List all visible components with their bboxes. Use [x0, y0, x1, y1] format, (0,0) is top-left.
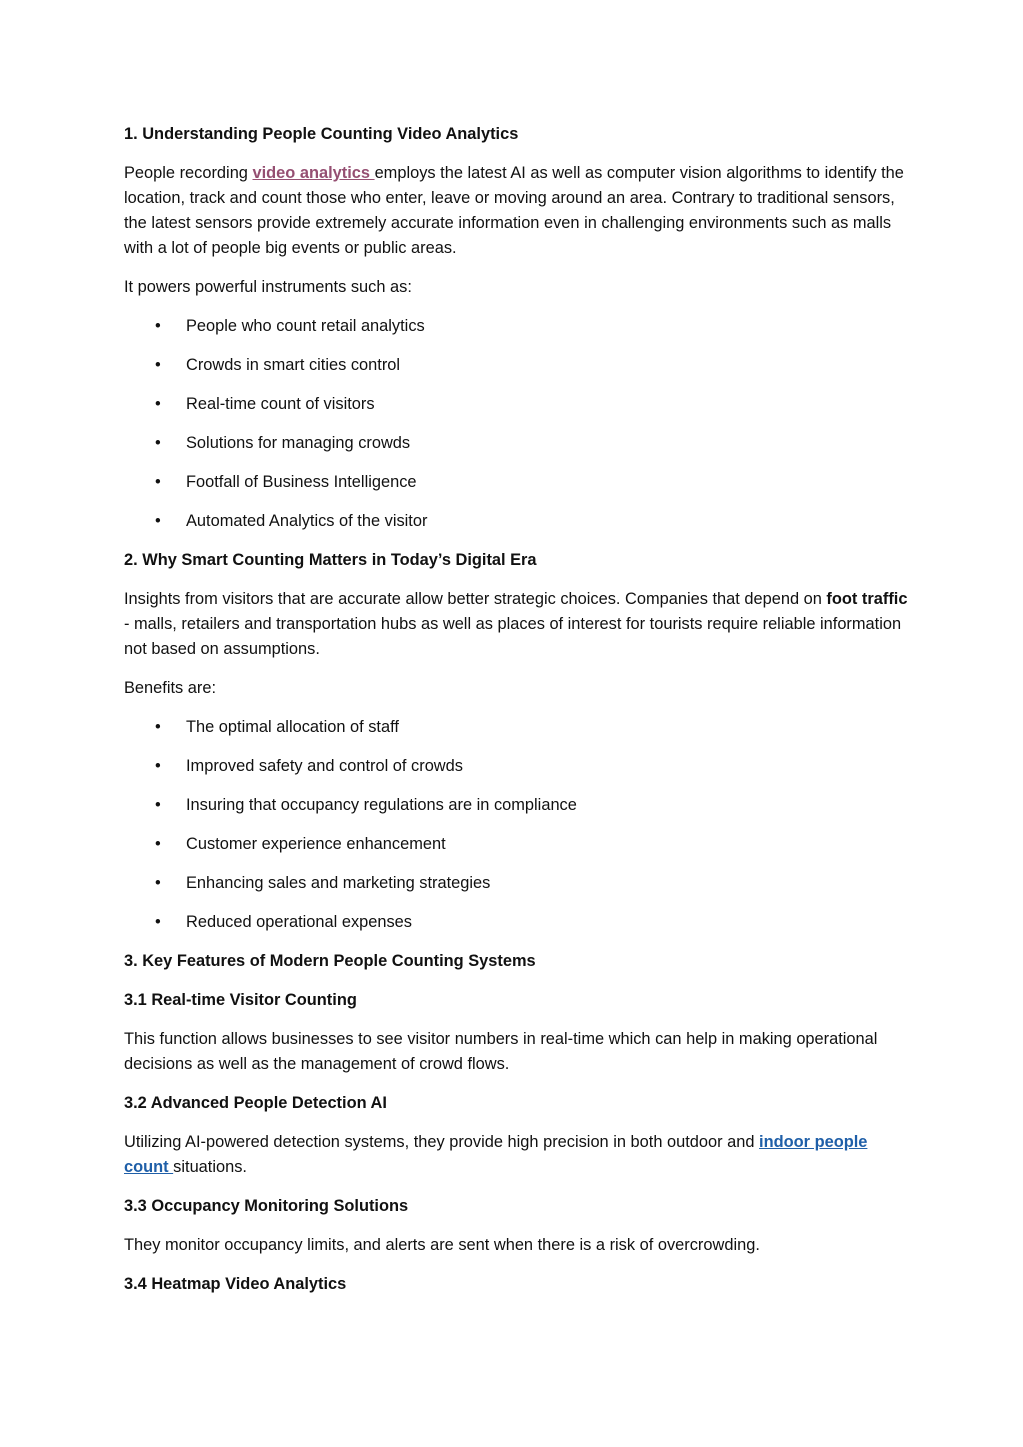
paragraph-text: People recording	[124, 164, 253, 182]
list-item	[124, 910, 914, 935]
list-item	[124, 871, 914, 896]
bullet-icon: •	[155, 434, 161, 452]
section-2-paragraph	[124, 587, 914, 662]
bullet-icon: •	[155, 913, 161, 931]
list-item-text: Crowds in smart cities control	[186, 356, 401, 374]
list-item	[124, 793, 914, 818]
list-item-text: The optimal allocation of staff	[186, 718, 399, 736]
bullet-icon: •	[155, 356, 161, 374]
bullet-icon: •	[155, 874, 161, 892]
subsection-3-3-heading: 3.3 Occupancy Monitoring Solutions	[124, 1197, 409, 1215]
paragraph-text: Insights from visitors that are accurate allow better strategic choices. Companies that depend on	[124, 590, 827, 608]
list-item-text: Improved safety and control of crowds	[186, 757, 463, 775]
list-item-text: Automated Analytics of the visitor	[186, 512, 428, 530]
list-item	[124, 470, 914, 495]
section-1-intro: It powers powerful instruments such as:	[124, 278, 412, 296]
list-item-text: Insuring that occupancy regulations are in compliance	[186, 796, 577, 814]
foot-traffic-bold: foot traffic	[826, 590, 908, 608]
bullet-icon: •	[155, 757, 161, 775]
list-item-text: People who count retail analytics	[186, 317, 425, 335]
section-3-heading: 3. Key Features of Modern People Counting Systems	[124, 952, 536, 970]
list-item	[124, 314, 914, 339]
list-item-text: Footfall of Business Intelligence	[186, 473, 417, 491]
list-item-text: Enhancing sales and marketing strategies	[186, 874, 491, 892]
list-item-text: Customer experience enhancement	[186, 835, 446, 853]
document-page	[124, 122, 914, 1311]
bullet-icon: •	[155, 718, 161, 736]
subsection-3-4-heading: 3.4 Heatmap Video Analytics	[124, 1275, 347, 1293]
paragraph-text: situations.	[173, 1158, 247, 1176]
list-item	[124, 392, 914, 417]
bullet-icon: •	[155, 796, 161, 814]
bullet-icon: •	[155, 395, 161, 413]
section-1-list	[124, 314, 914, 534]
section-2-intro: Benefits are:	[124, 679, 217, 697]
subsection-3-1-heading: 3.1 Real-time Visitor Counting	[124, 991, 357, 1009]
paragraph-text: Utilizing AI-powered detection systems, they provide high precision in both outdoor and	[124, 1133, 760, 1151]
list-item	[124, 754, 914, 779]
list-item	[124, 431, 914, 456]
subsection-3-3-text: They monitor occupancy limits, and alerts are sent when there is a risk of overcrowding.	[124, 1236, 760, 1254]
bullet-icon: •	[155, 835, 161, 853]
video-analytics-link[interactable]: video analytics	[252, 164, 375, 182]
section-1-paragraph	[124, 161, 914, 261]
paragraph-text: - malls, retailers and transportation hubs as well as places of interest for tourists require reliable information not based on assumptions.	[124, 615, 902, 658]
subsection-3-1-text: This function allows businesses to see visitor numbers in real-time which can help in making operational decisions as well as the management of crowd flows.	[124, 1030, 878, 1073]
subsection-3-2-heading: 3.2 Advanced People Detection AI	[124, 1094, 387, 1112]
bullet-icon: •	[155, 317, 161, 335]
list-item-text: Real-time count of visitors	[186, 395, 375, 413]
subsection-3-2-text	[124, 1130, 914, 1180]
list-item	[124, 509, 914, 534]
list-item	[124, 353, 914, 378]
section-2-heading: 2. Why Smart Counting Matters in Today’s Digital Era	[124, 551, 537, 569]
list-item-text: Reduced operational expenses	[186, 913, 412, 931]
bullet-icon: •	[155, 512, 161, 530]
list-item-text: Solutions for managing crowds	[186, 434, 411, 452]
section-2-list	[124, 715, 914, 935]
section-1-heading: 1. Understanding People Counting Video Analytics	[124, 125, 519, 143]
bullet-icon: •	[155, 473, 161, 491]
list-item	[124, 832, 914, 857]
indoor-people-count-link[interactable]: indoor people count	[124, 1133, 868, 1176]
paragraph-text: employs the latest AI as well as computer vision algorithms to identify the location, track and count those who enter, leave or moving around an area. Contrary to traditional sensors, the latest sensors provide extremely accurate information even in challenging environments such as malls with a lot of people big events or public areas.	[124, 164, 904, 257]
list-item	[124, 715, 914, 740]
